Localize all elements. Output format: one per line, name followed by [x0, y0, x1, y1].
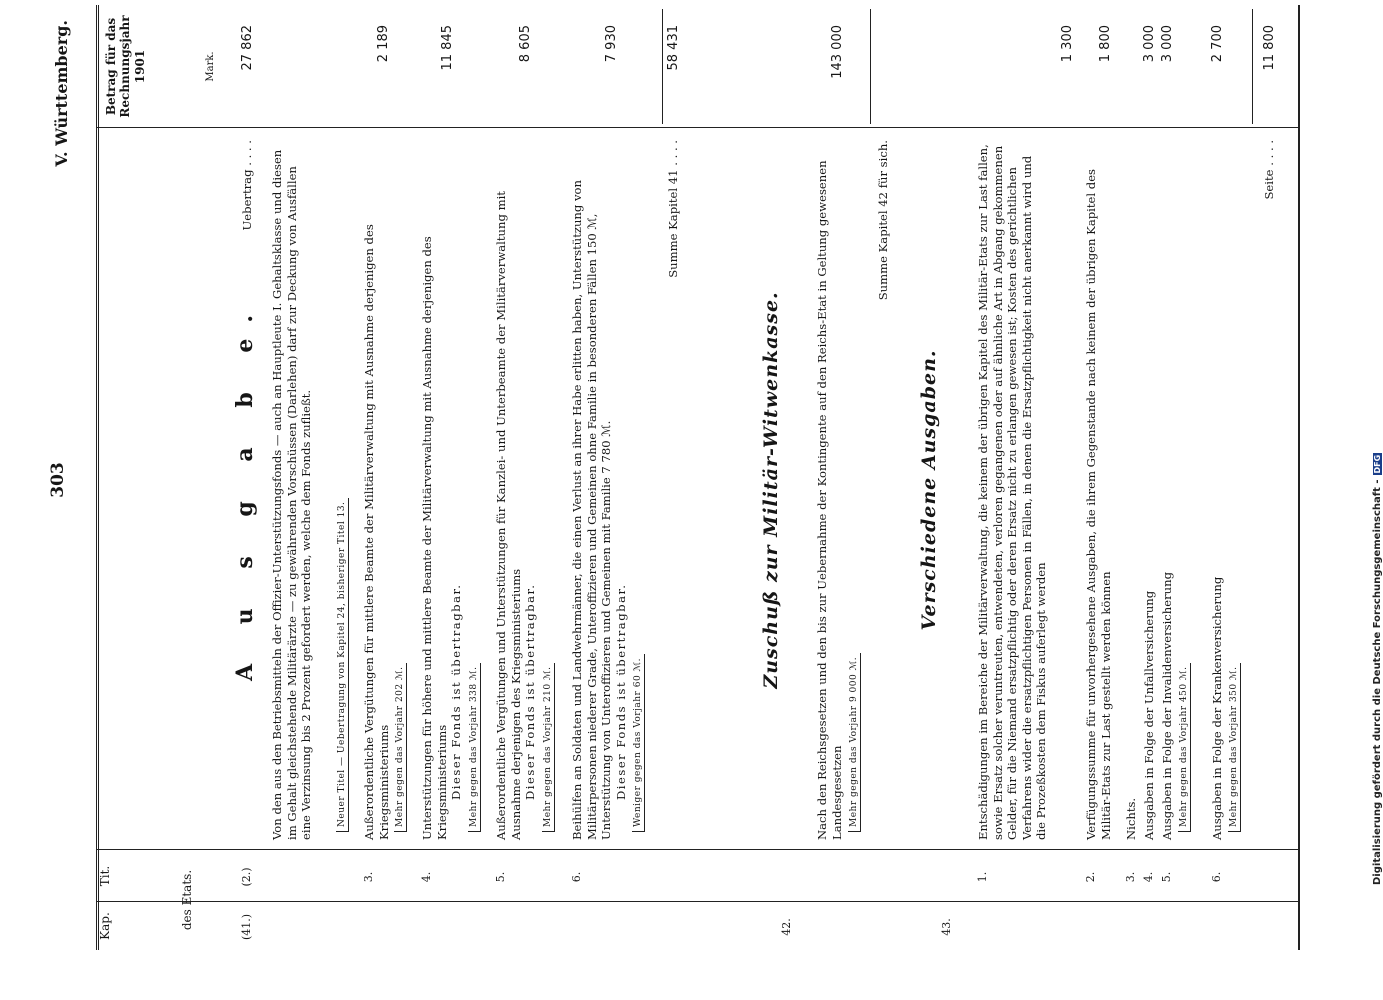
- col-kap: Kap.: [98, 912, 112, 940]
- top-rule: [96, 5, 99, 950]
- column-divider-2: [96, 127, 1298, 128]
- sum-line-seite: [1252, 9, 1253, 124]
- bottom-rule: [1298, 5, 1300, 950]
- chapter-42-text: Nach den Reichsgesetzen und den bis zur Uebernahme der Kontingente auf den Reichs-Etat in Geltung gewesenen Landesgesetzen: [815, 160, 844, 840]
- tit-5-note: Mehr gegen das Vorjahr 210 ℳ.: [542, 663, 555, 832]
- tit-5-amount: 8 605: [518, 25, 533, 63]
- sum-41-label: Summe Kapitel 41 . . . .: [666, 140, 680, 278]
- tit-4-extra: Dieser Fonds ist übertragbar.: [449, 583, 463, 800]
- col-tit: Tit.: [98, 865, 112, 887]
- main-heading: A u s g a b e.: [232, 298, 258, 682]
- c43-item-4: Ausgaben in Folge der Unfallversicherung: [1142, 590, 1156, 840]
- dfg-footer: [1356, 0, 1383, 1000]
- uebertrag-amount: 27 862: [240, 25, 255, 71]
- c43-tit-4: 4.: [1142, 871, 1155, 883]
- tit-5: 5.: [494, 871, 507, 883]
- tit-3: 3.: [362, 871, 375, 883]
- kap-42: 42.: [780, 918, 793, 936]
- tit-4-note: Mehr gegen das Vorjahr 338 ℳ.: [468, 663, 481, 832]
- col-amount-head: Betrag für das Rechnungsjahr 1901: [104, 15, 147, 118]
- tit-5-extra: Dieser Fonds ist übertragbar.: [523, 583, 537, 800]
- sum-line-41: [662, 9, 663, 124]
- column-divider-0: [96, 901, 1298, 902]
- c43-item-2-amount: 1 800: [1098, 25, 1113, 63]
- chapter-42-note: Mehr gegen das Vorjahr 9 000 ℳ.: [848, 653, 861, 832]
- c43-tit-5: 5.: [1160, 871, 1173, 883]
- tit-2: (2.): [240, 867, 253, 887]
- page-number: 303: [48, 462, 68, 498]
- c43-item-4-amount: 3 000: [1142, 25, 1157, 63]
- uebertrag-label: Uebertrag . . . .: [240, 140, 254, 231]
- tit-3-text: Außerordentliche Vergütungen für mittlere Beamte der Militärverwaltung mit Ausnahme derjenigen des Kriegsministeriums: [362, 224, 391, 840]
- chapter-42-amount: 143 000: [830, 25, 845, 79]
- c43-tit-6: 6.: [1210, 871, 1223, 883]
- c43-tit-2: 2.: [1084, 871, 1097, 883]
- vorschuss-note: Neuer Titel — Uebertragung von Kapitel 24, bisheriger Titel 13.: [336, 498, 349, 832]
- col-mark: Mark.: [205, 51, 216, 82]
- tit-4: 4.: [420, 871, 433, 883]
- tit-6: 6.: [570, 871, 583, 883]
- sum-line-42: [870, 9, 871, 124]
- seite-amount: 11 800: [1262, 25, 1277, 71]
- chapter-43-heading: Verschiedene Ausgaben.: [918, 349, 940, 631]
- tit-6-amount: 7 930: [604, 25, 619, 63]
- col-des-etats: des Etats.: [180, 869, 194, 931]
- column-divider-1: [96, 849, 1298, 850]
- c43-item-6-note: Mehr gegen das Vorjahr 350 ℳ.: [1228, 663, 1241, 832]
- c43-item-3: Nichts.: [1124, 797, 1138, 840]
- tit-4-text: Unterstützungen für höhere und mittlere Beamte der Militärverwaltung mit Ausnahme derjenigen des Kriegsministeriums: [420, 236, 449, 840]
- c43-item-5-note: Mehr gegen das Vorjahr 450 ℳ.: [1178, 663, 1191, 832]
- tit-5-text: Außerordentliche Vergütungen und Unterstützungen für Kanzlei- und Unterbeamte der Militärverwaltung mit Ausnahme derjenigen des Kriegsministeriums: [494, 191, 523, 840]
- c43-tit-1: 1.: [976, 871, 989, 883]
- c43-item-5: Ausgaben in Folge der Invalidenversicherung: [1160, 572, 1174, 840]
- c43-item-1-amount: 1 300: [1060, 25, 1075, 63]
- c43-item-2: Verfügungssumme für unvorhergesehene Ausgaben, die ihrem Gegenstande nach keinem der übrigen Kapitel des Militär-Etats zur Last gestellt werden können: [1084, 168, 1113, 840]
- c43-item-6-amount: 2 700: [1210, 25, 1225, 63]
- c43-item-1: Entschädigungen im Bereiche der Militärverwaltung, die keinem der übrigen Kapitel des Militär-Etats zur Last fallen, sowie Ersatz solcher veruntreuten, entwendeten, verloren gegangenen oder auf ähnliche Art in Abgang gekommenen Gelder, für die Niemand ersatzpflichtig oder deren Ersatz nicht zu erlangen gewesen ist; Kosten des gerichtlichen Verfahrens wider die ersatzpflichtigen Personen in Fällen, in denen die Ersatzpflichtigkeit nicht anerkannt wird und die Prozeßkosten dem Fiskus auferlegt werden: [976, 144, 1048, 840]
- c43-item-6: Ausgaben in Folge der Krankenversicherung: [1210, 576, 1224, 840]
- tit-6-note: Weniger gegen das Vorjahr 60 ℳ.: [632, 654, 645, 832]
- sum-41-amount: 58 431: [666, 25, 681, 71]
- tit-4-amount: 11 845: [440, 25, 455, 71]
- tit-6-text: Beihülfen an Soldaten und Landwehrmänner, die einen Verlust an ihrer Habe erlitten haben, Unterstützung von Militärpersonen niederer Grade, Unteroffizieren und Gemeinen ohne Familie in besonderen Fällen 150 ℳ, Unterstützung von Unteroffizieren und Gemeinen mit Familie 7 780 ℳ.: [570, 179, 613, 840]
- dfg-logo: DFG: [1373, 454, 1382, 474]
- kap-41: (41.): [240, 913, 253, 941]
- chapter-42-heading: Zuschuß zur Militär-Witwenkasse.: [760, 291, 782, 689]
- footer-label: Digitalisierung gefördert durch die Deutsche Forschungsgemeinschaft -: [1372, 479, 1383, 885]
- tit-6-extra: Dieser Fonds ist übertragbar.: [614, 583, 628, 800]
- vorschuss-text: Von den aus den Betriebsmitteln der Offizier-Unterstützungsfonds — auch an Hauptleute I. Gehaltsklasse und diesen im Gehalt gleichstehende Militärärzte — zu gewährenden Vorschüssen (Darlehen) darf zur Deckung von Ausfällen eine Verzinsung bis 2 Prozent gefordert werden, welche dem Fonds zufließt.: [270, 149, 313, 840]
- footer-text: [1372, 85, 1383, 885]
- seite-label: Seite . . . .: [1262, 140, 1276, 200]
- sum-42-label: Summe Kapitel 42 für sich.: [876, 140, 890, 301]
- section-title: V. Württemberg.: [52, 20, 71, 167]
- tit-3-amount: 2 189: [376, 25, 391, 63]
- kap-43: 43.: [940, 918, 953, 936]
- tit-3-note: Mehr gegen das Vorjahr 202 ℳ.: [394, 663, 407, 832]
- c43-item-5-amount: 3 000: [1160, 25, 1175, 63]
- c43-tit-3: 3.: [1124, 871, 1137, 883]
